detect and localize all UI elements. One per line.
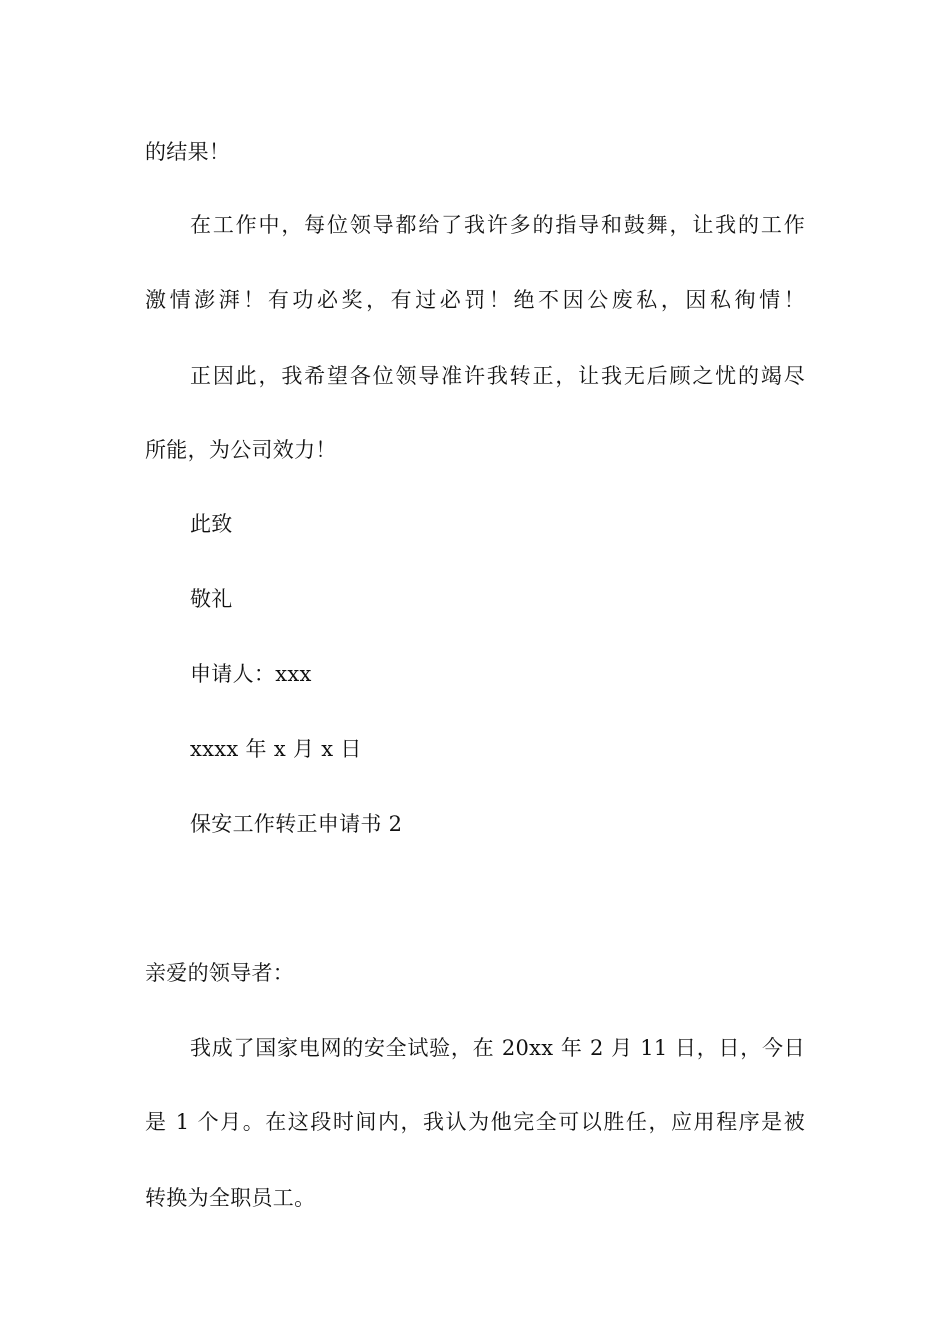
section-title: 保安工作转正申请书 2 [190,812,403,836]
paragraph-line: 我成了国家电网的安全试验，在 20xx 年 2 月 11 日，日，今日 [190,1036,805,1060]
applicant-signature: 申请人：xxx [190,662,312,686]
paragraph-line: 转换为全职员工。 [145,1186,316,1210]
signature-date: xxxx 年 x 月 x 日 [190,737,362,761]
paragraph-line: 在工作中，每位领导都给了我许多的指导和鼓舞，让我的工作 [190,213,805,237]
paragraph-line: 是 1 个月。在这段时间内，我认为他完全可以胜任，应用程序是被 [145,1110,805,1134]
closing-regards: 敬礼 [190,587,233,611]
paragraph-line: 所能，为公司效力！ [145,438,337,462]
closing-salutation: 此致 [190,512,233,536]
paragraph-line: 激情澎湃！有功必奖，有过必罚！绝不因公废私，因私徇情！ [145,288,805,312]
paragraph-line: 正因此，我希望各位领导准许我转正，让我无后顾之忧的竭尽 [190,364,805,388]
paragraph-line: 的结果！ [145,140,231,164]
greeting: 亲爱的领导者： [145,961,295,985]
